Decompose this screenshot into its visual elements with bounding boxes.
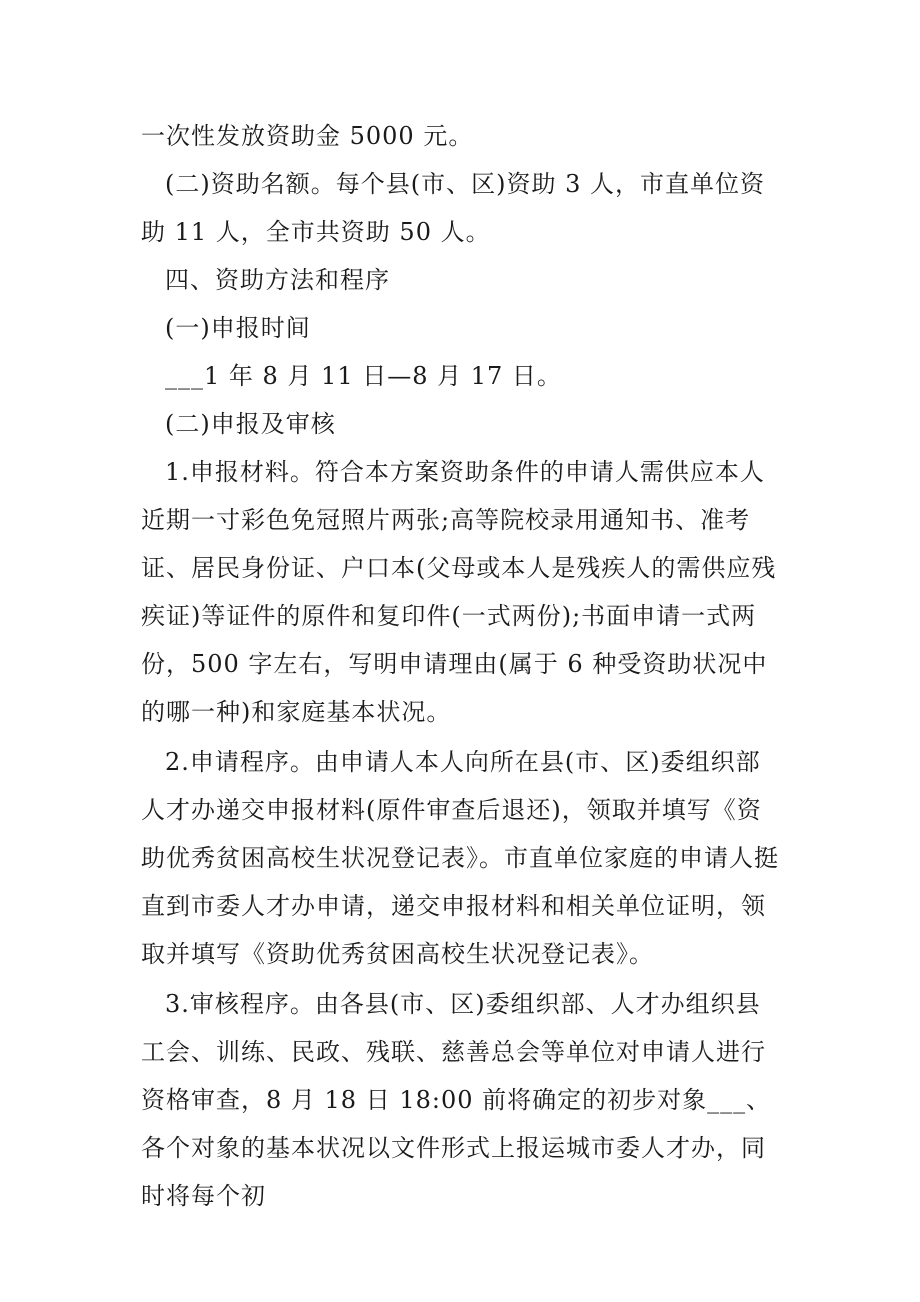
subheading-application-time: (一)申报时间 — [165, 314, 311, 342]
document-body — [141, 112, 781, 1220]
paragraph-quota: (二)资助名额。每个县(市、区)资助 3 人，市直单位资助 11 人，全市共资助 50 人。 — [141, 170, 765, 246]
paragraph-review-procedure: 3.审核程序。由各县(市、区)委组织部、人才办组织县工会、训练、民政、残联、慈善总会等单位对申请人进行资格审查，8 月 18 日 18:00 前将确定的初步对象___、各个对象的基本状况以文件形式上报运城市委人才办，同时将每个初 — [141, 990, 772, 1210]
paragraph-grant-amount: 一次性发放资助金 5000 元。 — [141, 122, 474, 150]
paragraph-application-materials: 1.申报材料。符合本方案资助条件的申请人需供应本人近期一寸彩色免冠照片两张;高等院校录用通知书、准考证、居民身份证、户口本(父母或本人是残疾人的需供应残疾证)等证件的原件和复印件(一式两份);书面申请一式两份，500 字左右，写明申请理由(属于 6 种受资助状况中的哪一种)和家庭基本状况。 — [141, 458, 777, 726]
section-heading-methods: 四、资助方法和程序 — [165, 266, 390, 294]
paragraph-application-dates: ___1 年 8 月 11 日—8 月 17 日。 — [165, 362, 562, 390]
paragraph-application-procedure: 2.申请程序。由申请人本人向所在县(市、区)委组织部人才办递交申报材料(原件审查后退还)，领取并填写《资助优秀贫困高校生状况登记表》。市直单位家庭的申请人挺直到市委人才办申请，递交申报材料和相关单位证明，领取并填写《资助优秀贫困高校生状况登记表》。 — [141, 748, 779, 968]
subheading-application-review: (二)申报及审核 — [165, 410, 336, 438]
